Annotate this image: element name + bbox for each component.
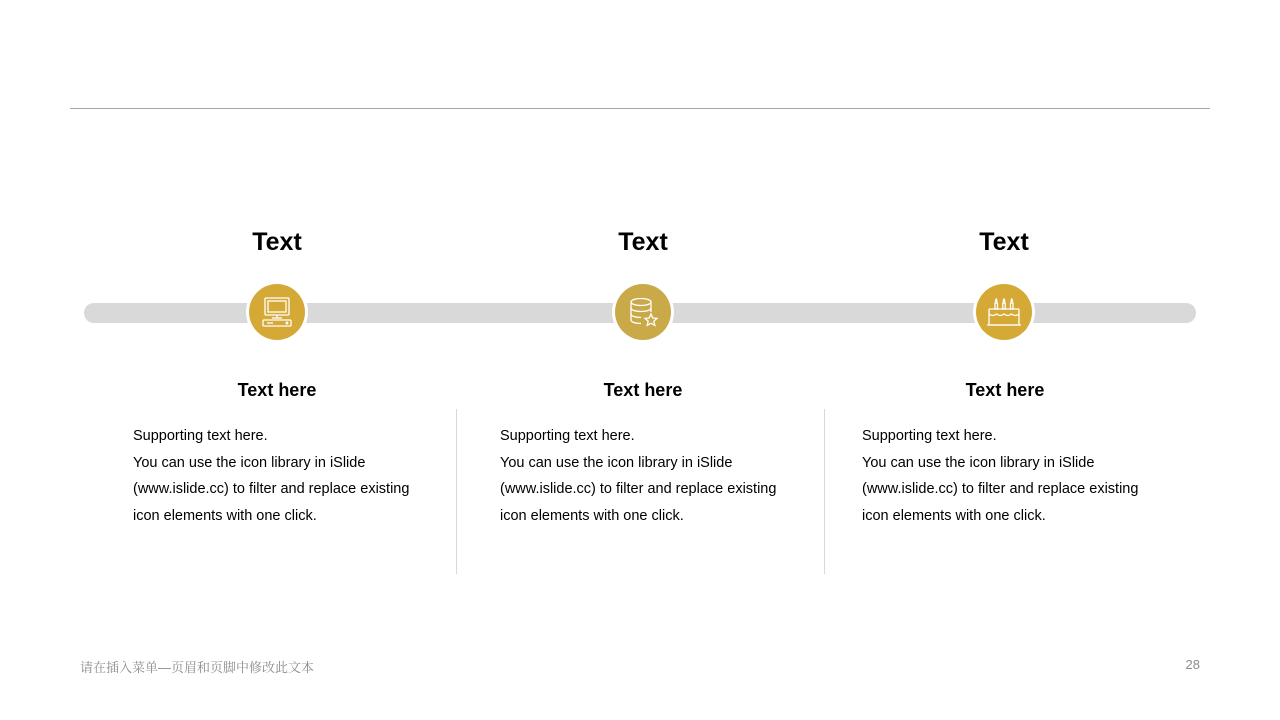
column-divider-1 xyxy=(456,409,457,574)
step-3-heading: Text here xyxy=(965,380,1045,400)
step-2-body xyxy=(500,423,790,529)
page-number: 28 xyxy=(1185,657,1200,672)
step-1-body xyxy=(133,423,423,529)
step-1-line-4: icon elements with one click. xyxy=(133,507,317,524)
footer-text: 请在插入菜单—页眉和页脚中修改此文本 xyxy=(80,660,315,675)
computer-icon xyxy=(259,294,295,330)
step-1-node xyxy=(246,281,308,343)
step-2-line-2: You can use the icon library in iSlide xyxy=(500,454,733,471)
database-star-icon xyxy=(625,294,661,330)
step-2-disc xyxy=(615,284,671,340)
step-1-title: Text xyxy=(252,228,302,256)
step-3-node xyxy=(973,281,1035,343)
step-3-line-4: icon elements with one click. xyxy=(862,507,1046,524)
step-1-line-3: (www.islide.cc) to filter and replace existing xyxy=(133,481,410,497)
step-1-heading: Text here xyxy=(237,380,317,400)
step-2-line-1: Supporting text here. xyxy=(500,428,635,444)
step-3-line-1: Supporting text here. xyxy=(862,428,997,444)
step-1-line-1: Supporting text here. xyxy=(133,428,268,444)
step-2-title: Text xyxy=(618,228,668,256)
step-2-line-3: (www.islide.cc) to filter and replace existing xyxy=(500,481,777,497)
step-2-line-4: icon elements with one click. xyxy=(500,507,684,524)
step-3-title: Text xyxy=(979,228,1029,256)
step-2-heading: Text here xyxy=(603,380,683,400)
step-1-disc xyxy=(249,284,305,340)
step-3-body xyxy=(862,423,1152,529)
top-rule xyxy=(70,108,1210,109)
column-divider-2 xyxy=(824,409,825,574)
step-1-line-2: You can use the icon library in iSlide xyxy=(133,454,366,471)
step-3-disc xyxy=(976,284,1032,340)
step-3-line-2: You can use the icon library in iSlide xyxy=(862,454,1095,471)
step-2-node xyxy=(612,281,674,343)
step-3-line-3: (www.islide.cc) to filter and replace existing xyxy=(862,481,1139,497)
birthday-cake-icon xyxy=(985,294,1023,330)
